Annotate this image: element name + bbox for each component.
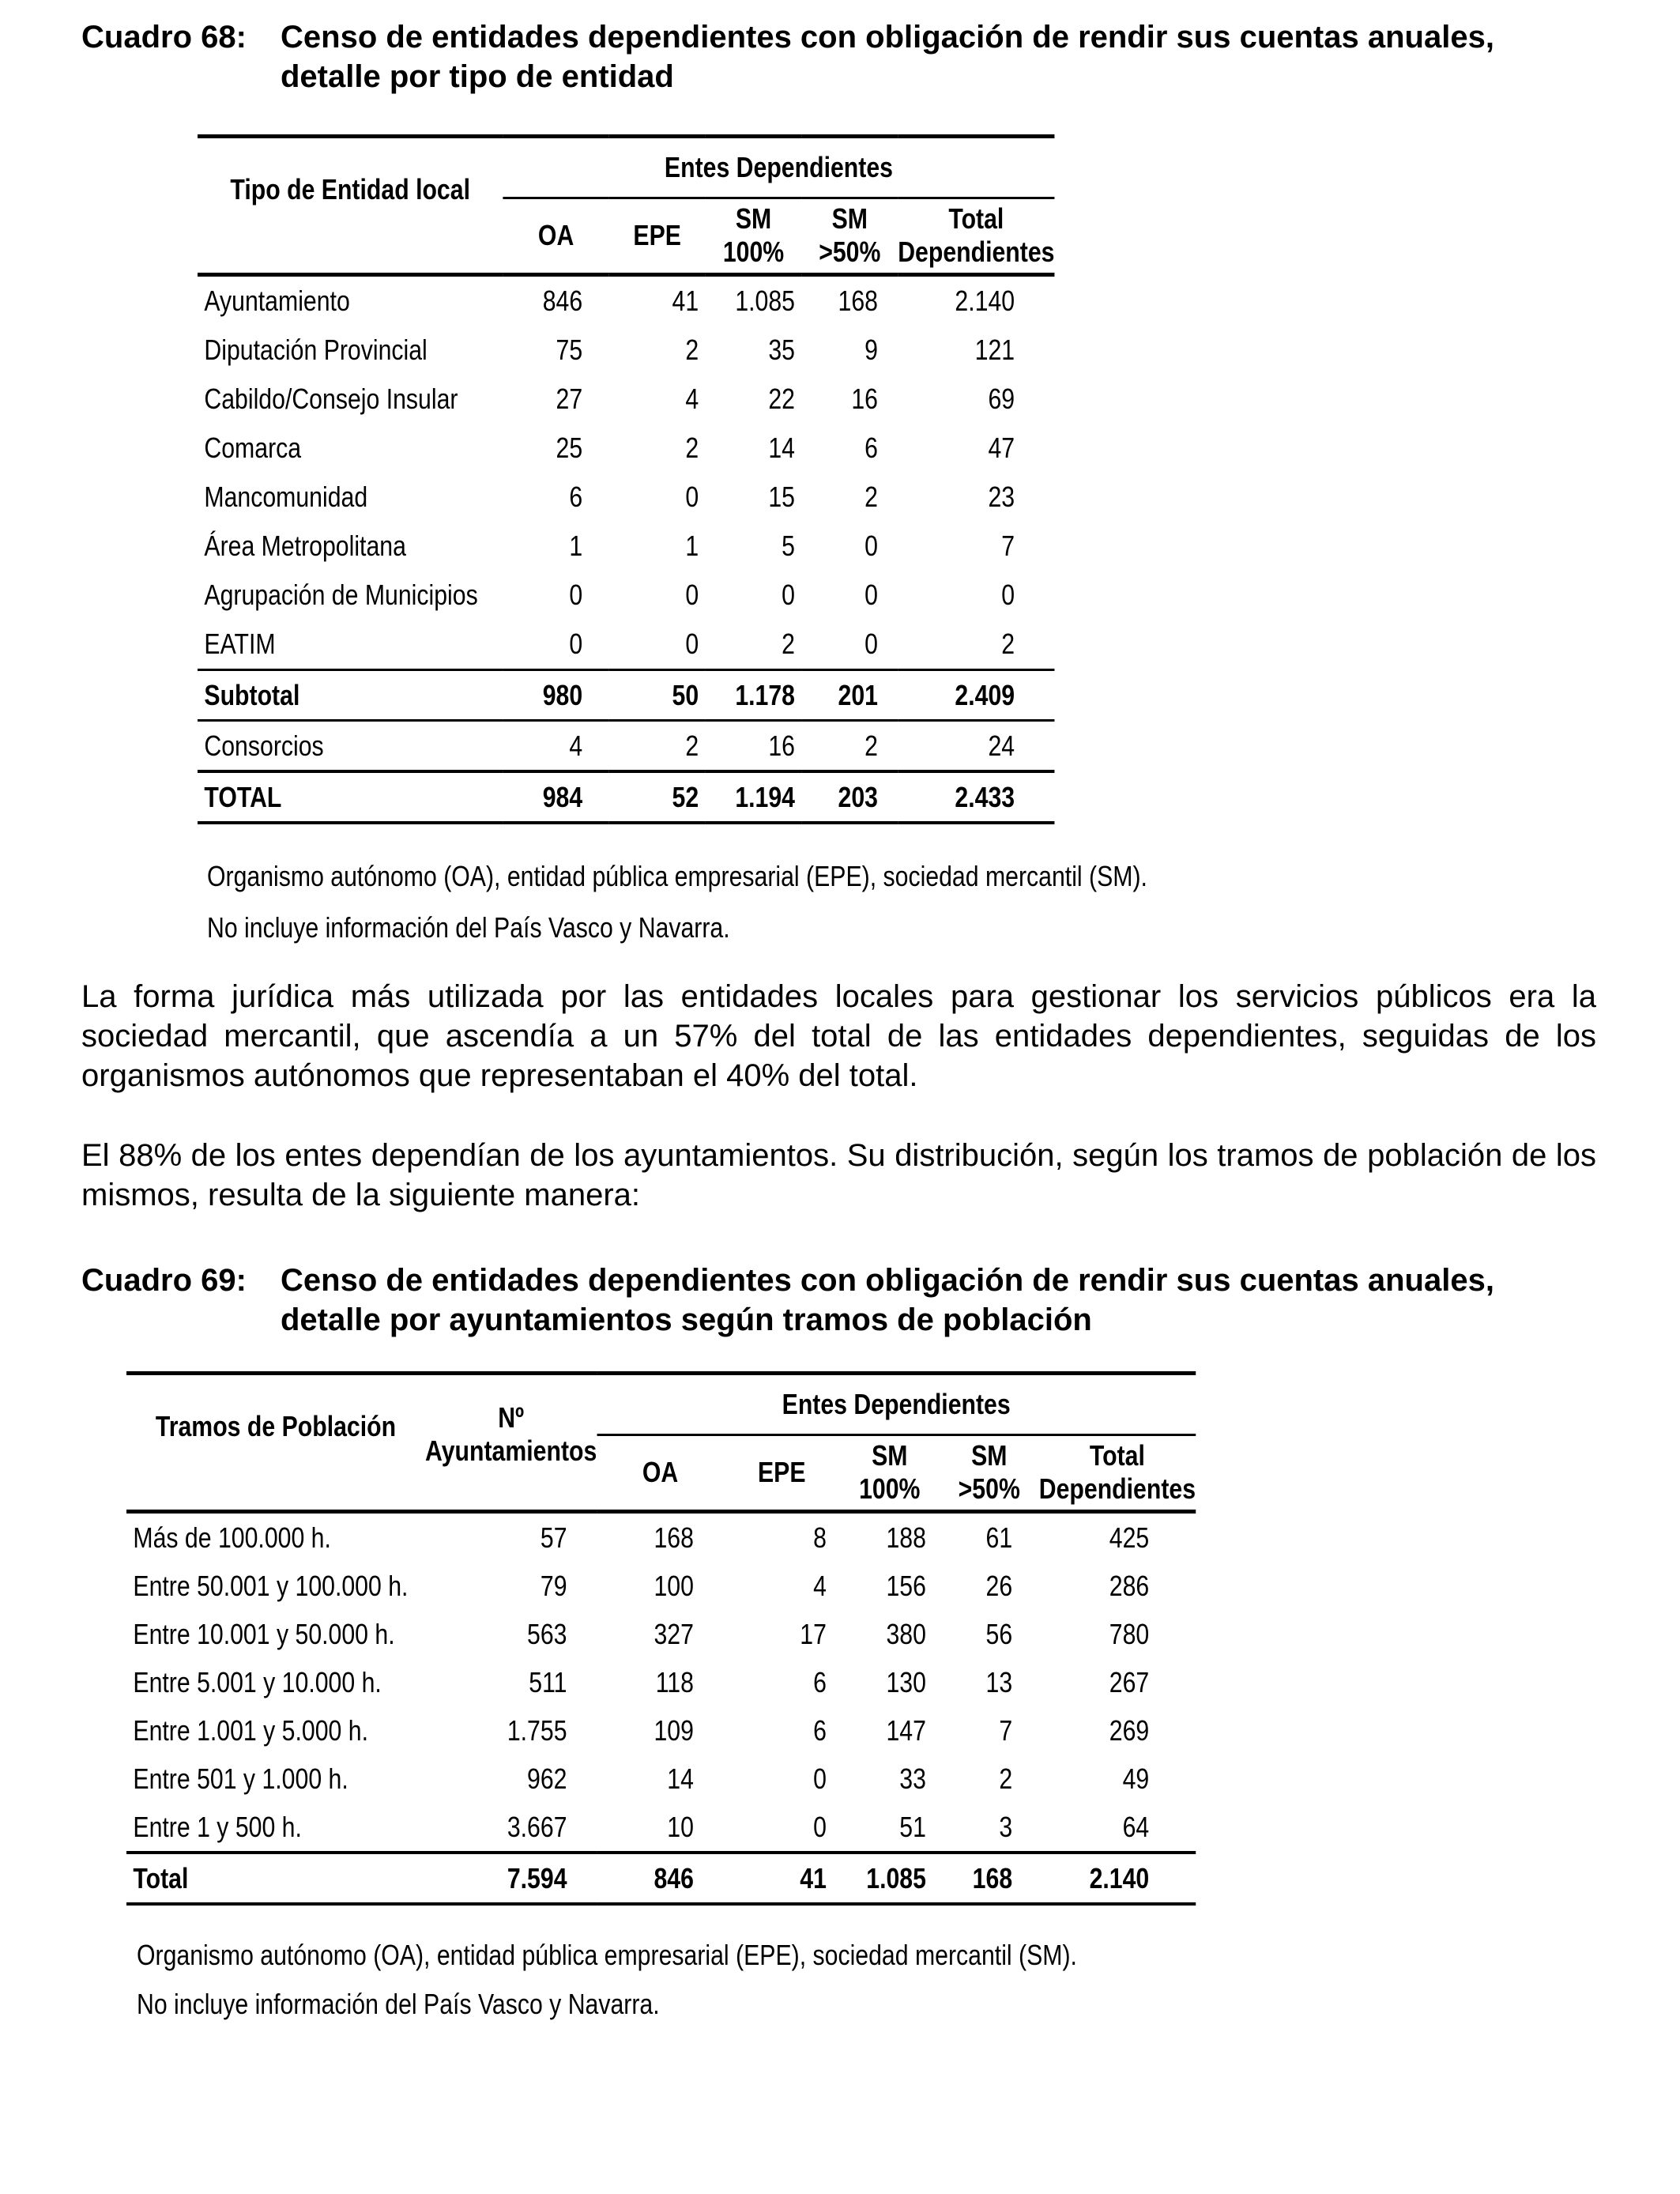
cuadro-69-note: Organismo autónomo (OA), entidad pública empresarial (EPE), sociedad mercantil (SM). (137, 1939, 1077, 1971)
table-row (126, 1658, 1196, 1706)
cell-value: 23 (988, 481, 1015, 513)
cell-value: 2.409 (898, 670, 1054, 721)
table-row (198, 571, 1054, 620)
cell-value: 4 (503, 721, 608, 772)
cell-value: 56 (985, 1617, 1013, 1650)
cell-value: 130 (886, 1665, 926, 1698)
cell-value: 13 (985, 1665, 1013, 1698)
count-value: 563 (527, 1617, 567, 1650)
cell-value: 168 (838, 285, 878, 317)
row-label: Entre 1 y 500 h. (126, 1803, 425, 1853)
table-row (198, 326, 1054, 375)
table-row (198, 721, 1054, 772)
table-row (126, 1512, 1196, 1563)
cell-value: 286 (1109, 1569, 1150, 1602)
cell-value: 0 (685, 481, 699, 513)
row-header-label: Tipo de Entidad local (198, 137, 503, 275)
cell-value: 35 (768, 334, 795, 366)
table-row (126, 1706, 1196, 1755)
cuadro-69-note: No incluye información del País Vasco y Navarra. (137, 1988, 660, 2020)
table-row (126, 1562, 1196, 1610)
cell-value: 121 (974, 334, 1015, 366)
cell-value: 41 (724, 1853, 840, 1904)
cell-value: 26 (985, 1569, 1013, 1602)
cell-value: 100 (654, 1569, 694, 1602)
count-value: 79 (540, 1569, 567, 1602)
table-row (198, 375, 1054, 424)
count-header: Nº Ayuntamientos (425, 1374, 597, 1512)
row-label: Entre 10.001 y 50.000 h. (133, 1617, 395, 1650)
row-label: Mancomunidad (204, 481, 368, 513)
cuadro-69-caption (81, 1261, 1583, 1340)
cell-value: 2 (864, 481, 878, 513)
count-value: 1.755 (507, 1713, 567, 1747)
cell-value: 1.194 (706, 771, 802, 823)
group-header: Entes Dependientes (597, 1374, 1196, 1435)
table-row (198, 424, 1054, 473)
cell-value: 9 (864, 334, 878, 366)
cell-value: 2.140 (955, 285, 1015, 317)
cell-value: 1.085 (840, 1853, 940, 1904)
row-label: Diputación Provincial (204, 334, 428, 366)
cell-value: 188 (886, 1521, 926, 1554)
column-header: SM >50% (801, 198, 898, 274)
cell-value: 267 (1109, 1665, 1150, 1698)
cell-value: 47 (988, 432, 1015, 464)
cell-value: 780 (1109, 1617, 1150, 1650)
cuadro-68-caption (81, 17, 1583, 96)
cell-value: 64 (1039, 1803, 1196, 1853)
row-label: Subtotal (198, 670, 503, 721)
cell-value: 846 (597, 1853, 723, 1904)
row-label: TOTAL (198, 771, 503, 823)
cell-value: 5 (782, 530, 795, 562)
row-label: Más de 100.000 h. (133, 1521, 331, 1554)
cell-value: 0 (685, 579, 699, 611)
column-header: OA (597, 1434, 723, 1511)
cuadro-68-note: No incluye información del País Vasco y Navarra. (207, 911, 730, 944)
row-label: Ayuntamiento (204, 285, 350, 317)
body-paragraph: El 88% de los entes dependían de los ayuntamientos. Su distribución, según los tramos de población de los mismos, resulta de la siguiente manera: (81, 1138, 1596, 1212)
cell-value: 2.140 (1039, 1853, 1196, 1904)
cell-value: 2 (685, 432, 699, 464)
cell-value: 269 (1109, 1713, 1150, 1747)
cell-value: 69 (988, 383, 1015, 415)
cell-value: 8 (813, 1521, 827, 1554)
row-label: Entre 5.001 y 10.000 h. (133, 1665, 382, 1698)
row-label: Entre 501 y 1.000 h. (133, 1762, 348, 1795)
column-header: EPE (724, 1434, 840, 1511)
row-label: EATIM (198, 620, 503, 670)
cuadro-69-table (126, 1371, 1196, 1906)
cell-value: 27 (556, 383, 583, 415)
cell-value: 1.085 (735, 285, 795, 317)
cell-value: 0 (782, 579, 795, 611)
count-value: 3.667 (425, 1803, 597, 1853)
cell-value: 118 (655, 1665, 694, 1698)
row-label: Entre 1.001 y 5.000 h. (133, 1713, 368, 1747)
table-row (198, 522, 1054, 571)
cell-value: 2 (685, 334, 699, 366)
cell-value: 6 (813, 1665, 827, 1698)
cell-value: 14 (667, 1762, 694, 1795)
row-label: Agrupación de Municipios (204, 579, 478, 611)
cell-value: 203 (801, 771, 898, 823)
cell-value: 201 (801, 670, 898, 721)
cell-value: 1 (569, 530, 583, 562)
table-row (198, 275, 1054, 326)
cell-value: 14 (768, 432, 795, 464)
cell-value: 0 (724, 1803, 840, 1853)
cell-value: 327 (654, 1617, 694, 1650)
cell-value: 4 (685, 383, 699, 415)
table-row (198, 473, 1054, 522)
cell-value: 22 (768, 383, 795, 415)
cell-value: 0 (813, 1762, 827, 1795)
table-row (198, 670, 1054, 721)
cuadro-69-title: Censo de entidades dependientes con obligación de rendir sus cuentas anuales, detalle por ayuntamientos según tramos de población (281, 1263, 1494, 1337)
cell-value: 0 (569, 579, 583, 611)
table-row (198, 620, 1054, 670)
cell-value: 3 (940, 1803, 1039, 1853)
cell-value: 7 (1001, 530, 1015, 562)
cell-value: 846 (542, 285, 583, 317)
group-header: Entes Dependientes (503, 137, 1054, 198)
cell-value: 980 (503, 670, 608, 721)
body-paragraph: La forma jurídica más utilizada por las entidades locales para gestionar los servicios públicos era la sociedad mercantil, que ascendía a un 57% del total de las entidades dependientes, seguidas de los organismos autónomos que representaban el 40% del total. (81, 979, 1596, 1093)
table-row (126, 1610, 1196, 1658)
cell-value: 6 (813, 1713, 827, 1747)
row-label: Área Metropolitana (204, 530, 406, 562)
cell-value: 984 (503, 771, 608, 823)
cell-value: 52 (609, 771, 706, 823)
cell-value: 51 (840, 1803, 940, 1853)
cell-value: 2 (898, 620, 1054, 670)
column-header: OA (503, 198, 608, 274)
cell-value: 33 (899, 1762, 926, 1795)
column-header: Total Dependientes (1039, 1434, 1196, 1511)
cell-value: 41 (672, 285, 699, 317)
count-value: 962 (527, 1762, 567, 1795)
cell-value: 17 (800, 1617, 827, 1650)
cell-value: 50 (609, 670, 706, 721)
cell-value: 24 (898, 721, 1054, 772)
row-label: Total (126, 1853, 425, 1904)
cell-value: 380 (886, 1617, 926, 1650)
cell-value: 75 (556, 334, 583, 366)
count-value: 57 (540, 1521, 567, 1554)
row-label: Cabildo/Consejo Insular (204, 383, 458, 415)
cell-value: 425 (1109, 1521, 1150, 1554)
column-header: SM 100% (840, 1434, 940, 1511)
cell-value: 2.433 (898, 771, 1054, 823)
cuadro-68-note: Organismo autónomo (OA), entidad pública empresarial (EPE), sociedad mercantil (SM). (207, 860, 1147, 892)
cell-value: 0 (609, 620, 706, 670)
cell-value: 49 (1122, 1762, 1150, 1795)
cell-value: 168 (654, 1521, 694, 1554)
column-header: SM >50% (940, 1434, 1039, 1511)
count-value: 511 (529, 1665, 567, 1698)
table-row (198, 771, 1054, 823)
cell-value: 2 (706, 620, 802, 670)
cell-value: 147 (886, 1713, 926, 1747)
row-label: Consorcios (198, 721, 503, 772)
cell-value: 1.178 (706, 670, 802, 721)
cell-value: 4 (813, 1569, 827, 1602)
row-header-label: Tramos de Población (126, 1374, 425, 1512)
cell-value: 7 (999, 1713, 1013, 1747)
cell-value: 6 (864, 432, 878, 464)
cell-value: 0 (801, 620, 898, 670)
cell-value: 156 (886, 1569, 926, 1602)
cell-value: 16 (706, 721, 802, 772)
cell-value: 0 (503, 620, 608, 670)
column-header: EPE (609, 198, 706, 274)
cell-value: 0 (1001, 579, 1015, 611)
cell-value: 2 (999, 1762, 1013, 1795)
cell-value: 2 (609, 721, 706, 772)
cell-value: 61 (985, 1521, 1013, 1554)
count-value: 7.594 (425, 1853, 597, 1904)
cell-value: 16 (851, 383, 878, 415)
cell-value: 1 (685, 530, 699, 562)
cuadro-68-title: Censo de entidades dependientes con obligación de rendir sus cuentas anuales, detalle por tipo de entidad (281, 20, 1494, 94)
cell-value: 168 (940, 1853, 1039, 1904)
cell-value: 10 (597, 1803, 723, 1853)
cuadro-68-table (198, 134, 1054, 824)
column-header: Total Dependientes (898, 198, 1054, 274)
cell-value: 0 (864, 530, 878, 562)
cell-value: 0 (864, 579, 878, 611)
row-label: Comarca (204, 432, 302, 464)
cell-value: 6 (569, 481, 583, 513)
cuadro-69-label: Cuadro 69: (81, 1263, 247, 1298)
cell-value: 15 (768, 481, 795, 513)
cell-value: 25 (556, 432, 583, 464)
table-row (126, 1803, 1196, 1853)
column-header: SM 100% (706, 198, 802, 274)
row-label: Entre 50.001 y 100.000 h. (133, 1569, 409, 1602)
cell-value: 109 (654, 1713, 694, 1747)
table-row (126, 1755, 1196, 1803)
table-row (126, 1853, 1196, 1904)
cuadro-68-label: Cuadro 68: (81, 20, 247, 55)
cell-value: 2 (801, 721, 898, 772)
